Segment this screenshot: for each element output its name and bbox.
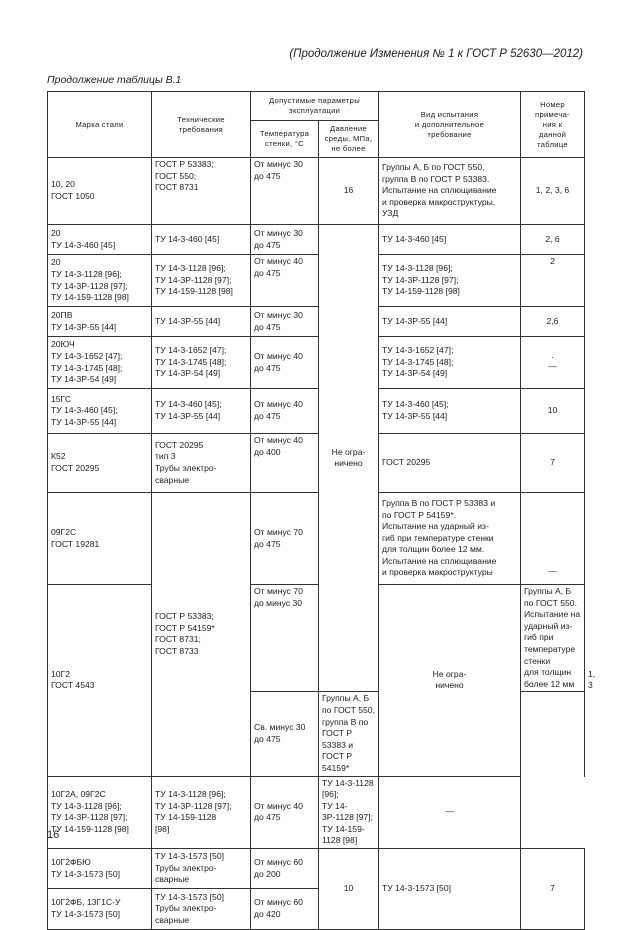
steel-grades-table (47, 91, 596, 930)
page-number: 16 (47, 829, 60, 841)
cell-temp: От минус 40 до 475 (251, 776, 319, 849)
cell-grade: 20ЮЧ ТУ 14-3-1652 [47]; ТУ 14-3-1745 [48]; ТУ 14-3Р-54 [49] (48, 337, 152, 389)
cell-temp: От минус 60 до 420 (251, 889, 319, 930)
table-continuation-label: Продолжение таблицы В.1 (47, 74, 182, 86)
cell-temp: От минус 70 до 475 (251, 493, 319, 585)
table-row (48, 389, 585, 434)
table-row (48, 225, 585, 255)
col-header-grade: Марка стали (48, 92, 152, 158)
cell-temp: От минус 70 до минус 30 (251, 585, 319, 692)
cell-test: ТУ 14-3Р-55 [44] (379, 307, 521, 337)
cell-grade: 10Г2 ГОСТ 4543 (48, 585, 152, 777)
cell-tech: ГОСТ Р 53383; ГОСТ 550; ГОСТ 8731 (152, 158, 251, 225)
cell-note: 2,6 (521, 307, 585, 337)
cell-temp: От минус 40 до 475 (251, 255, 319, 307)
cell-note: 1, 2, 3, 6 (521, 158, 585, 225)
table-row (48, 158, 585, 225)
cell-test: ТУ 14-3-1573 [50] (379, 849, 521, 930)
cell-note: — (521, 493, 585, 585)
cell-grade: 20ПВ ТУ 14-3Р-55 [44] (48, 307, 152, 337)
cell-grade: 20 ТУ 14-3-1128 [96]; ТУ 14-3Р-1128 [97]; ТУ 14-159-1128 [98] (48, 255, 152, 307)
cell-tech: ТУ 14-3-1652 [47]; ТУ 14-3-1745 [48]; ТУ 14-3Р-54 [49] (152, 337, 251, 389)
table-row (48, 307, 585, 337)
cell-grade: 10Г2ФБЮ ТУ 14-3-1573 [50] (48, 849, 152, 889)
cell-test: ТУ 14-3-460 [45] (379, 225, 521, 255)
cell-grade: 20 ТУ 14-3-460 [45] (48, 225, 152, 255)
col-header-test: Вид испытания и дополнительное требование (379, 92, 521, 158)
table-row (48, 849, 585, 889)
table-header-row (48, 92, 585, 121)
cell-pressure-merged: Не огра- ничено (319, 225, 379, 692)
cell-tech: ТУ 14-3Р-55 [44] (152, 307, 251, 337)
cell-tech: ТУ 14-3-1573 [50] Трубы электро- сварные (152, 849, 251, 889)
cell-pressure: 16 (319, 158, 379, 225)
cell-test: Группы А, Б по ГОСТ 550, группа В по ГОСТ Р 53383 и ГОСТ Р 54159* (319, 692, 379, 776)
cell-tech: ТУ 14-3-460 [45] (152, 225, 251, 255)
table-row (48, 434, 585, 493)
cell-temp: От минус 40 до 475 (251, 389, 319, 434)
cell-test: ТУ 14-3-1128 [96]; ТУ 14-3Р-1128 [97]; ТУ 14-159-1128 [98] (379, 255, 521, 307)
cell-test: ТУ 14-3-1128 [96]; ТУ 14-3Р-1128 [97]; ТУ 14-159-1128 [98] (319, 776, 379, 849)
col-header-note: Номер примеча- ния к данной таблице (521, 92, 585, 158)
cell-note: — (379, 776, 521, 849)
cell-tech: ТУ 14-3-1128 [96]; ТУ 14-3Р-1128 [97]; ТУ 14-159-1128 [98] (152, 776, 251, 849)
cell-tech: ТУ 14-3-1128 [96]; ТУ 14-3Р-1128 [97]; ТУ 14-159-1128 [98] (152, 255, 251, 307)
cell-test: Группа В по ГОСТ Р 53383 и по ГОСТ Р 54159*. Испытание на ударный из- гиб при температуре стенки для толщин более 12 мм. Испытание на сплющивание и проверка макроструктуры (379, 493, 521, 585)
stray-mark: · (551, 351, 554, 362)
col-header-params: Допустимые параметры эксплуатации (251, 92, 379, 121)
cell-grade: 10Г2А, 09Г2С ТУ 14-3-1128 [96]; ТУ 14-3Р-1128 [97]; ТУ 14-159-1128 [98] (48, 776, 152, 849)
table-row (48, 255, 585, 307)
cell-tech-merged: ГОСТ Р 53383; ГОСТ Р 54159* ГОСТ 8731; ГОСТ 8733 (152, 493, 251, 777)
cell-temp: Св. минус 30 до 475 (251, 692, 319, 776)
cell-test: ТУ 14-3-460 [45]; ТУ 14-3Р-55 [44] (379, 389, 521, 434)
cell-grade: 09Г2С ГОСТ 19281 (48, 493, 152, 585)
cell-test: Группы А, Б по ГОСТ 550. Испытание на ударный из- гиб при температуре стенки для толщин более 12 мм (521, 585, 585, 692)
cell-note: 2, 6 (521, 225, 585, 255)
cell-temp: От минус 30 до 475 (251, 158, 319, 225)
cell-temp: От минус 40 до 475 (251, 337, 319, 389)
cell-note: 2 (521, 255, 585, 307)
col-header-tech: Технические требования (152, 92, 251, 158)
cell-test: Группы А, Б по ГОСТ 550, группа В по ГОСТ Р 53383. Испытание на сплющивание и проверка макроструктуры. УЗД (379, 158, 521, 225)
cell-temp: От минус 60 до 200 (251, 849, 319, 889)
cell-tech: ГОСТ 20295 тип 3 Трубы электро- сварные (152, 434, 251, 493)
table-row (48, 776, 585, 849)
cell-note: 10 (521, 389, 585, 434)
cell-tech: ТУ 14-3-460 [45]; ТУ 14-3Р-55 [44] (152, 389, 251, 434)
table-row (48, 337, 585, 389)
cell-note: 7 (521, 849, 585, 930)
cell-grade: 15ГС ТУ 14-3-460 [45]; ТУ 14-3Р-55 [44] (48, 389, 152, 434)
cell-grade: 10Г2ФБ, 13Г1С-У ТУ 14-3-1573 [50] (48, 889, 152, 930)
table-row: 10Г2 ГОСТ 4543 От минус 70 до минус 30 Не огра- ничено Группы А, Б по ГОСТ 550. Испытание на ударный из- гиб при температуре стенки для толщин более 12 мм 1, 3 (48, 585, 585, 692)
cell-note: 7 (521, 434, 585, 493)
cell-test: ТУ 14-3-1652 [47]; ТУ 14-3-1745 [48]; ТУ 14-3Р-54 [49] (379, 337, 521, 389)
cell-grade: К52 ГОСТ 20295 (48, 434, 152, 493)
cell-temp: От минус 40 до 400 (251, 434, 319, 493)
cell-test: ГОСТ 20295 (379, 434, 521, 493)
cell-temp: От минус 30 до 475 (251, 225, 319, 255)
table-row (48, 493, 585, 585)
cell-grade: 10, 20 ГОСТ 1050 (48, 158, 152, 225)
col-header-temp: Температура стенки, °С (251, 121, 319, 158)
cell-pressure-merged: Не огра- ничено (379, 585, 521, 777)
cell-note: · — (521, 337, 585, 389)
cell-temp: От минус 30 до 475 (251, 307, 319, 337)
running-header: (Продолжение Изменения № 1 к ГОСТ Р 52630—2012) (289, 48, 583, 60)
cell-pressure-merged: 10 (319, 849, 379, 930)
col-header-pressure: Давление среды, МПа, не более (319, 121, 379, 158)
cell-tech: ТУ 14-3-1573 [50] Трубы электро- сварные (152, 889, 251, 930)
